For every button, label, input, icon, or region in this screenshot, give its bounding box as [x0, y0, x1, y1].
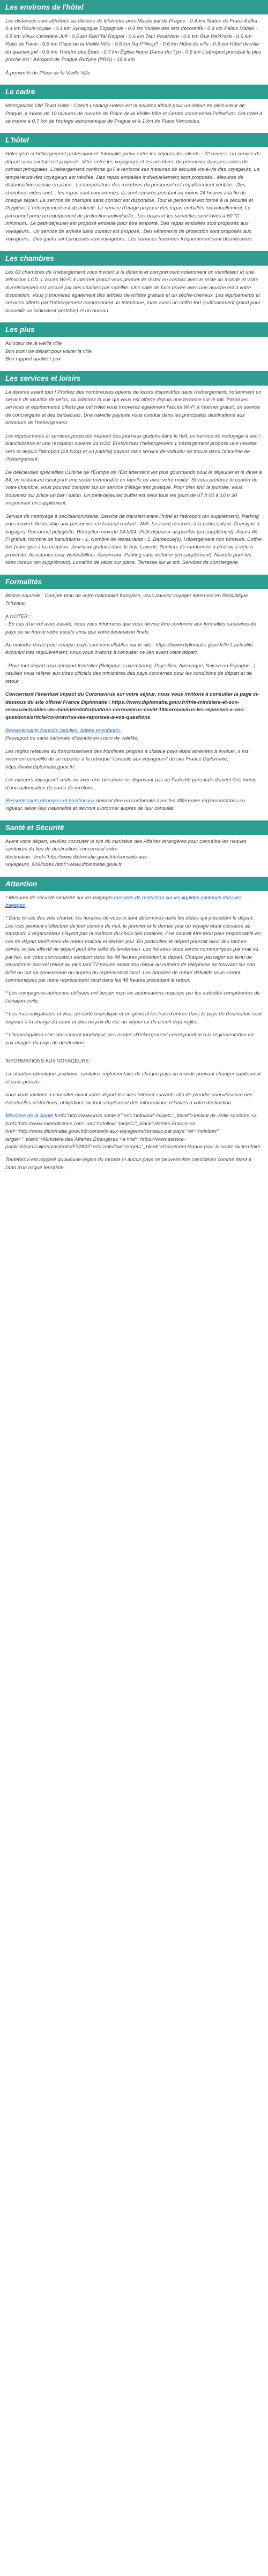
chambres-text: Les 63 chambres de l'hébergement vous invitent à la détente et comprennent notamment un ventilateur et une télévision LCD. L'accès Wi-Fi à Internet gratuit vous permet de rester en contact avec le reste du monde et votre divertissement est assuré par des chaînes par satellite. Une salle de bain privée avec une douche est à votre disposition. Vous y trouverez également des articles de toilette gratuits et un sèche-cheveux. Les équipements et services offerts par l'hébergement comprennent un téléphone, mais aussi un coffre-fort (suffisamment grand pour accueillir un ordinateur portable) et un bureau. — [5, 269, 260, 314]
section-heading-formalites: Formalités — [0, 575, 268, 589]
foreign-nationals-text: doivent être en conformité avec les différentes réglementations en vigueur, selon leur nationalité et devront s'informer auprès de leur consulat. — [5, 797, 245, 812]
infos-links-text: href="http://www.invs.sante.fr" rel="nofollow" target="_blank">Institut de veille sanitaire <a href="http://www.meteofrance.com" rel="nofollow" target="_blank">Météo France <a href="http://www.diplomatie.gouv.fr/fr/conseils-aux-voyageurs/conseils-par-pays" rel="nofollow" target="_blank">Ministère des Affaires Étrangères <a href="https://www.service-public.fr/particuliers/vosdroits/F32833" rel="nofollow" target="_blank">Document légaux pour la sortie du territoire. — [5, 1113, 262, 1150]
formalites-french-nationals — [5, 727, 263, 743]
section-cadre — [0, 99, 268, 133]
hotel-info-page — [0, 0, 268, 1179]
services-equipment: Les équipements et services proposés incluent des journaux gratuits dans le hall, un service de nettoyage à sec / blanchisserie et une réception ouverte 24 h/24. Enrichissez l'hébergement. L'hébergement propose une navette vers et depuis l'aéroport (24 h/24) et un parking payant sans service de voiturier se trouve dans l'enceinte de l'hébergement. — [5, 433, 260, 463]
formalites-note-label: A NOTER : — [5, 613, 31, 620]
infos-links — [5, 1112, 263, 1151]
section-heading-attention: Attention — [0, 877, 268, 891]
formalites-foreign-nationals — [5, 797, 263, 813]
formalites-good-news: Bonne nouvelle : Compte tenu de votre nationalité française, vous pouvez voyager librement en République Tchèque. — [5, 592, 248, 607]
attention-charter-flights: * Dans le cas des vols charter, les horaires de vous-ci sont déterminés dans les délais qui précèdent le départ. Les vols peuvent s'effectuer de jour comme de nuit, le premier et le dernier jour du voyage étant consacré au transport. L'organisateur n'ayant pas la maîtrise du choix des horaires, il ne saurait être tenu pour responsable en cas de départ tardif et/ou de retour matinal et dernier jour. En particulier, le départ pourrait avoir lieu tard en soirée, le taxi effectif ne départ peut être celle du lendemain. Les horaires vous seront communiqués par mail ou par fax, sur votre convocation aéroport dans les 48 heures précédent le départ. Chaque passager est tenu de reconfirmer son vol retour au plus tard 72 heures avant son retour au numéro de téléphone se trouvant sur son billet ou sur sa convocation ou auprès du représentant local. Les horaires de retour définitifs vous seront communiqués par notre représentant local dans les 48 heures précédant le retour. — [5, 915, 261, 983]
liquids-restriction-link[interactable]: mesures de restriction sur les liquides contenus dans les bagages — [5, 894, 242, 908]
sante-text-b: destination : href="http://www.diplomatie.gouv.fr/fr/conseils-aux-voyageurs_909/index.html">www.diplomatie.gouv.fr — [5, 854, 148, 868]
plus-item: Au cœur de la vieille ville — [5, 341, 62, 347]
section-heading-sante: Santé et Sécurité — [0, 820, 268, 835]
section-infos — [0, 1054, 268, 1179]
french-nationals-text: Passeport ou carte nationale d'identité en cours de validité. — [5, 735, 139, 742]
hotel-text: Hôtel géré et hébergement professionnel. Intervalle prévu entre les séjours des clients - 72 heures. Un service de départ sans contact est proposé.. Vitre entre les voyageurs et les membres du personnel dans les zones de contact principales. L'hébergement confirme qu'il a renforcé ses mesures de sécurité vis-à-vis des voyageurs. La température des voyageurs est vérifiée. Des repas emballés individuellement sont proposés.. Mesures de distanciation sociale en place.. La température des membres du personnel est régulièrement vérifiée.. Des chambres vides sont... les repas sont consommés, ils sont séparés pendant au moins 24 heures à la fin de chaque séjour. Le service de chambre sans contact est disponible. Tout le personnel est formé à la sécurité et l'hygiène. L'hébergement est désinfecté. Le service d'étage propose des repas emballés individuellement. Le personnel porte un équipement de protection individuelle.. Les draps et les serviettes sont lavés à 60 °C minimum.. Le petit-déjeuner est proposé emballé pour être emporté. Des repas emballés sont proposés aux voyageurs.. Un service de arrivée sans contact est proposé.. Des vêtements de protection sont proposés aux voyageurs.. Des gants sont proposés aux voyageurs.. Les surfaces touchées fréquemment sont désinfectées. — [5, 151, 261, 243]
section-environs — [0, 14, 268, 85]
foreign-nationals-link[interactable]: Ressortissants étrangers et binationaux — [5, 797, 95, 804]
attention-baggage-text: * Mesures de sécurité sanitaire sur les bagages — [5, 894, 113, 901]
infos-invite: nous vous invitons à consulter avant votre départ les sites Internet suivants afin de prendre connaissance des éventuelles restrictions, obligations ou tout simplement des informations relatives à votre destination. — [5, 1092, 253, 1106]
environs-proximity: À proximité de Place de la Vieille Ville — [5, 70, 91, 76]
plus-item: Bon point de départ pour visiter la ville — [5, 348, 92, 355]
sante-text — [5, 838, 263, 869]
formalites-coronavirus: Concernant l'éventuel impact du Coronavirus sur votre séjour, nous vous invitons à consulter la page ci-dessous du site officiel France Diplomatie : https://www.diplomatie.gouv.fr/fr/le-ministere-et-son-reseau/actualites-du-ministere/informations-coronavirus-covid-19/coronavirus-les-reponses-a-vos-questions/article/coronavirus-les-reponses-a-vos-questions — [5, 691, 259, 721]
services-list: Service de nettoyage à sec/blanchisserie. Service de transfert entre l'hôtel et l'aéroport (en supplément). Parking non couvert. Accessible aux personnes en fauteuil roulant - N/A. Les sont réservés à la petite enfant. Consigne à bagages. Personnel polyglotte. Réception ouverte 24 h/24. Petit-déjeuner disponible (en supplément). Accès Wi-Fi gratuit. Nombre de bars/salons - 1. Nombre de restaurants - 1. Barbecue(s). Hébergement non fumeurs. Coffre-fort (consigne à la réception. Journaux gratuits dans le hall. Laverie. Sentiers de randonnée à pied ou à vélo à proximité. Assistance pour visites/billets. Ascenseur. Parking sans voiturier (en supplément). Navette pour les sites locaux (en supplément). Location de vélos sur place. Terrasse sur le toit. Services de conciergerie. — [5, 513, 263, 566]
sante-text-a: Avant votre départ, veuillez consulter le site du ministère des Affaires étrangères pour connaître les risques sanitaires du lieu de destination, concernant votre — [5, 838, 247, 853]
section-heading-plus: Les plus — [0, 322, 268, 337]
attention-baggage — [5, 894, 263, 910]
infos-heading: INFORMATIONS AUX VOYAGEURS : — [5, 1058, 92, 1064]
formalites-doubt: Au moindre doute pour chaque pays sont consultables sur le site : https://www.diplomatie.gouv.fr/fr/ L'actualité évoluant très régulièrement, nous vous invitons à consulter ce lien avant votre départ. — [5, 642, 254, 656]
attention-fees: * Les trais obligatoires et visa, de carte touristique et en général les frais d'entrée dans le pays de destination sont toujours à la charge du client et plus du prix du vol, du séjour ou du circuit déjà réglés. — [5, 1011, 262, 1025]
section-heading-services: Les services et loisirs — [0, 371, 268, 386]
attention-classification: * L'homologation et le classement touristique des modes d'hébergement correspondent à la réglementation ou aux usages du pays de destination. — [5, 1032, 254, 1046]
french-nationals-link[interactable]: Ressortissants français (adultes, bébés et enfants) : — [5, 727, 123, 734]
cadre-text: Metropolitan Old Town Hotel - Czech Leading Hotels est la solution idéale pour un séjour en plein cœur de Prague, à moins de 10 minutes de marche de Place de la Vieille-Ville et Centre commercial Palladium. Cet hôtel 4 se trouve à 0,7 km de Horloge astronomique de Prague et à 1 km de Place Venceslas. — [5, 103, 263, 124]
section-heading-chambres: Les chambres — [0, 251, 268, 266]
attention-airlines: * Les compagnies aériennes utilisées ont besoin reçu les autorisations requises par les autorités compétentes de l'aviation civile. — [5, 990, 260, 1004]
infos-terrorism: Toutefois il est rappelé qu'aucune région du monde ni aucun pays ne peuvent être considérés comme étant à l'abri d'un risque terroriste. — [5, 1157, 251, 1171]
environs-distances: Les distances sont affichées au dixième de kilomètre près Musée juif de Prague - 0.4 km Statue de Franz Kafka - 0.4 km Roule-royale - 0.4 km Synagogue Espagnole - 0.4 km Musée des arts décoratifs - 0.4 km Palais Maisel - 0.5 km Vieux Cimetière Juif - 0.5 km Rien'Tal Rappel - 0.6 km Tour Poudrière - 0.6 km Rue Pa?i?ská - 0.6 km Ratio de l'ame - 0.6 km Place de la Vieille-Ville - 0.6 km Na P?íkop? - 0.6 km Hôtel de ville - 0.6 km Hôtel de ville du quartier juif - 0.6 km Théâtre des États - 0.7 km Église Notre-Dame-du-Týn - 0.6 km L'aéroport principal le plus proche est : Aéroport de Prague Ruzyne (PRG) - 16.9 km — [5, 18, 262, 63]
formalites-minors: Les mineurs voyageant seuls ou avec une personne ne disposant pas de l'autorité parentale doivent être munis d'une autorisation de sortie de territoire. — [5, 777, 257, 791]
section-plus — [0, 337, 268, 371]
plus-item: Bon rapport qualité / prix — [5, 356, 61, 363]
section-sante — [0, 835, 268, 877]
section-heading-hotel: L'hôtel — [0, 133, 268, 147]
section-chambres — [0, 266, 268, 323]
ministere-sante-link[interactable]: Ministère de la Santé — [5, 1113, 54, 1119]
section-heading-cadre: Le cadre — [0, 85, 268, 99]
section-heading-environs: Les environs de l'hôtel — [0, 0, 268, 14]
formalites-stopover: - En cas d'un vol avec escale, nous vous informons que vous devrez être conforme aux formalités sanitaires du pays où se trouve votre escale ainsi que votre destination finale. — [5, 621, 256, 635]
section-services — [0, 386, 268, 575]
infos-situation: La situation climatique, politique, sanitaire, réglementaire de chaque pays du monde pouvant changer subitement et sans préavis. — [5, 1071, 261, 1085]
services-leisure: La détente avant tout ! Profitez des nombreuses options de loisirs disponibles dans l'hébergement, notamment un service de location de vélos, ou admirez la vue qui vous est offerte depuis une terrasse sur le toit. Parmi les services et équipements offerts par cet hôtel vous trouverez également l'accès Wi-Fi à Internet gratuit, un service de conciergerie et des barbecues. Une navette payante vous conduit dans les principales destinations aux alentours de l'hébergement. — [5, 389, 262, 426]
section-formalites — [0, 589, 268, 820]
section-attention — [0, 891, 268, 1054]
section-hotel — [0, 147, 268, 251]
services-dining: De délicieuses spécialités Cuisine de l'Europe de l'Est attendent les plus gourmands pour le déjeuner et le dîner à 84, un restaurant idéal pour une sortie mémorable en famille ou avec votre moitié. Si vous préférez le confort de votre chambre, vous pourrez compter sur un service d'étage très pratique. Pour bien finir la journée, vous trouverez sur place un bar / salon. Un petit-déjeuner buffet est servi tous les jours de 07 h 00 à 10 h 30 moyennant un supplément. — [5, 469, 262, 507]
formalites-border-airport: - Pour tout départ d'un aéroport frontalier (Belgique, Luxembourg, Pays-Bas, Allemagne, Suisse ou Espagne...), veuillez vous référer aux titres officiels des ministères des pays concernés pour les conditions de départ et de retour. — [5, 662, 257, 684]
formalites-borders-rules: Les règles relatives au franchissement des frontières propres à chaque pays étant amenées à évoluer, il est vivement conseillé de se reporter à la rubrique "conseils aux voyageurs" du site France Diplomatie, https://www.diplomatie.gouv.fr/. — [5, 748, 249, 770]
